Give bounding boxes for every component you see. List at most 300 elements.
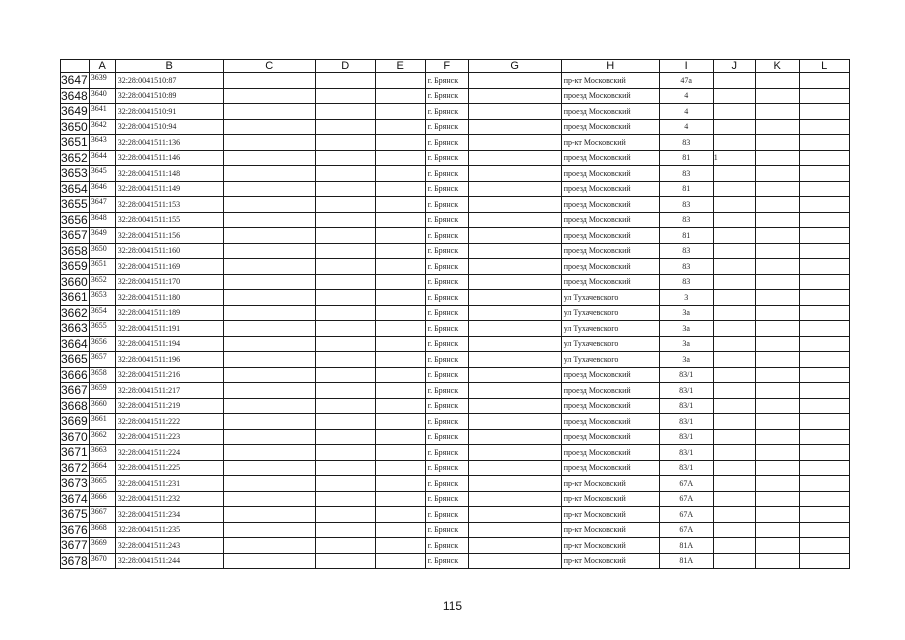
table-row — [61, 538, 850, 554]
cell-c — [223, 445, 315, 461]
cell-c — [223, 243, 315, 259]
cell-i: 83 — [659, 259, 713, 275]
cell-k — [755, 274, 799, 290]
cell-c — [223, 507, 315, 523]
table-row — [61, 367, 850, 383]
cell-l — [799, 522, 849, 538]
cell-d — [315, 445, 375, 461]
cell-h: ул Тухачевского — [561, 321, 659, 337]
cell-a: 3650 — [89, 243, 115, 259]
table-row — [61, 197, 850, 213]
table-row — [61, 414, 850, 430]
cell-f: г. Брянск — [425, 538, 468, 554]
cell-d — [315, 538, 375, 554]
cell-l — [799, 119, 849, 135]
row-number: 3665 — [61, 352, 88, 367]
cell-b: 32:28:0041511:232 — [115, 491, 223, 507]
row-number: 3650 — [61, 119, 88, 134]
cell-a: 3640 — [89, 88, 115, 104]
corner-cell — [61, 60, 90, 73]
cell-e — [375, 445, 425, 461]
cell-a: 3639 — [89, 73, 115, 89]
cell-h: пр-кт Московский — [561, 476, 659, 492]
cell-i: 83/1 — [659, 367, 713, 383]
column-header: A — [89, 60, 115, 73]
cell-h: проезд Московский — [561, 228, 659, 244]
cell-b: 32:28:0041511:196 — [115, 352, 223, 368]
cell-f: г. Брянск — [425, 290, 468, 306]
cell-f: г. Брянск — [425, 460, 468, 476]
cell-a: 3663 — [89, 445, 115, 461]
cell-d — [315, 352, 375, 368]
cell-f: г. Брянск — [425, 243, 468, 259]
cell-i: 83/1 — [659, 460, 713, 476]
column-header: B — [115, 60, 223, 73]
cell-i: 67А — [659, 476, 713, 492]
cell-d — [315, 553, 375, 569]
cell-j — [713, 290, 755, 306]
cell-c — [223, 73, 315, 89]
cell-i: 3а — [659, 305, 713, 321]
table-row — [61, 336, 850, 352]
cell-k — [755, 336, 799, 352]
cell-j — [713, 398, 755, 414]
row-number: 3661 — [61, 290, 88, 305]
cell-e — [375, 150, 425, 166]
cell-j: 1 — [713, 150, 755, 166]
cell-e — [375, 336, 425, 352]
cell-a: 3668 — [89, 522, 115, 538]
cell-e — [375, 290, 425, 306]
cell-d — [315, 88, 375, 104]
cell-l — [799, 398, 849, 414]
cell-h: проезд Московский — [561, 119, 659, 135]
cell-l — [799, 274, 849, 290]
row-number: 3652 — [61, 150, 88, 165]
cell-b: 32:28:0041511:194 — [115, 336, 223, 352]
cell-c — [223, 119, 315, 135]
cell-e — [375, 259, 425, 275]
cell-i: 83/1 — [659, 429, 713, 445]
cell-l — [799, 507, 849, 523]
table-row — [61, 88, 850, 104]
cell-k — [755, 460, 799, 476]
cell-b: 32:28:0041510:91 — [115, 104, 223, 120]
cell-a: 3646 — [89, 181, 115, 197]
cell-i: 83 — [659, 166, 713, 182]
cell-h: пр-кт Московский — [561, 522, 659, 538]
cell-g — [468, 166, 561, 182]
cell-g — [468, 321, 561, 337]
cell-h: проезд Московский — [561, 88, 659, 104]
table-row — [61, 274, 850, 290]
table-body — [61, 73, 850, 569]
cell-h: проезд Московский — [561, 414, 659, 430]
cell-a: 3641 — [89, 104, 115, 120]
cell-c — [223, 352, 315, 368]
cell-k — [755, 398, 799, 414]
row-number: 3676 — [61, 522, 88, 537]
cell-c — [223, 88, 315, 104]
cell-f: г. Брянск — [425, 383, 468, 399]
cell-l — [799, 166, 849, 182]
cell-e — [375, 507, 425, 523]
cell-e — [375, 398, 425, 414]
cell-e — [375, 212, 425, 228]
cell-b: 32:28:0041511:216 — [115, 367, 223, 383]
cell-i: 83/1 — [659, 398, 713, 414]
cell-f: г. Брянск — [425, 553, 468, 569]
cell-g — [468, 414, 561, 430]
cell-k — [755, 305, 799, 321]
cell-h: проезд Московский — [561, 367, 659, 383]
cell-h: проезд Московский — [561, 398, 659, 414]
row-number: 3656 — [61, 212, 88, 227]
row-number: 3653 — [61, 166, 88, 181]
cell-k — [755, 228, 799, 244]
cell-k — [755, 553, 799, 569]
cell-j — [713, 104, 755, 120]
cell-j — [713, 119, 755, 135]
cell-g — [468, 73, 561, 89]
cell-g — [468, 476, 561, 492]
cell-i: 81А — [659, 538, 713, 554]
cell-j — [713, 336, 755, 352]
cell-d — [315, 290, 375, 306]
table-row — [61, 259, 850, 275]
cell-a: 3655 — [89, 321, 115, 337]
cell-f: г. Брянск — [425, 476, 468, 492]
cell-l — [799, 445, 849, 461]
cell-l — [799, 352, 849, 368]
cell-l — [799, 476, 849, 492]
cell-d — [315, 119, 375, 135]
cell-l — [799, 429, 849, 445]
cell-l — [799, 197, 849, 213]
cell-i: 67А — [659, 522, 713, 538]
row-number: 3670 — [61, 429, 88, 444]
cell-h: проезд Московский — [561, 243, 659, 259]
table-row — [61, 150, 850, 166]
cell-h: пр-кт Московский — [561, 73, 659, 89]
cell-e — [375, 228, 425, 244]
cell-d — [315, 383, 375, 399]
table-row — [61, 522, 850, 538]
cell-k — [755, 445, 799, 461]
cell-l — [799, 228, 849, 244]
table-row — [61, 104, 850, 120]
cell-i: 83/1 — [659, 445, 713, 461]
cell-k — [755, 352, 799, 368]
cell-c — [223, 305, 315, 321]
cell-h: проезд Московский — [561, 460, 659, 476]
cell-l — [799, 150, 849, 166]
cell-i: 81А — [659, 553, 713, 569]
table-row — [61, 290, 850, 306]
cell-i: 4 — [659, 119, 713, 135]
cell-j — [713, 259, 755, 275]
cell-a: 3649 — [89, 228, 115, 244]
cell-i: 4 — [659, 104, 713, 120]
cell-g — [468, 259, 561, 275]
cell-c — [223, 259, 315, 275]
cell-b: 32:28:0041511:243 — [115, 538, 223, 554]
cell-g — [468, 507, 561, 523]
cell-i: 83/1 — [659, 383, 713, 399]
cell-i: 83 — [659, 243, 713, 259]
cell-j — [713, 135, 755, 151]
cell-d — [315, 336, 375, 352]
cell-a: 3653 — [89, 290, 115, 306]
cell-j — [713, 460, 755, 476]
column-header: K — [755, 60, 799, 73]
cell-j — [713, 274, 755, 290]
cell-b: 32:28:0041511:189 — [115, 305, 223, 321]
cell-h: ул Тухачевского — [561, 352, 659, 368]
table-row — [61, 166, 850, 182]
cell-d — [315, 414, 375, 430]
cell-h: проезд Московский — [561, 429, 659, 445]
cell-j — [713, 305, 755, 321]
cell-k — [755, 522, 799, 538]
row-number: 3648 — [61, 88, 88, 103]
cell-j — [713, 538, 755, 554]
row-number: 3662 — [61, 305, 88, 320]
cell-e — [375, 383, 425, 399]
cell-i: 83 — [659, 212, 713, 228]
cell-h: проезд Московский — [561, 383, 659, 399]
cell-i: 3 — [659, 290, 713, 306]
cell-h: проезд Московский — [561, 274, 659, 290]
cell-h: пр-кт Московский — [561, 135, 659, 151]
row-number: 3671 — [61, 445, 88, 460]
cell-k — [755, 429, 799, 445]
cell-g — [468, 88, 561, 104]
cell-e — [375, 538, 425, 554]
cell-a: 3644 — [89, 150, 115, 166]
cell-g — [468, 197, 561, 213]
cell-d — [315, 476, 375, 492]
row-number: 3664 — [61, 336, 88, 351]
cell-j — [713, 197, 755, 213]
cell-b: 32:28:0041511:244 — [115, 553, 223, 569]
cell-d — [315, 491, 375, 507]
cell-d — [315, 73, 375, 89]
cell-c — [223, 290, 315, 306]
cell-e — [375, 476, 425, 492]
cell-f: г. Брянск — [425, 367, 468, 383]
cell-c — [223, 522, 315, 538]
cell-h: проезд Московский — [561, 104, 659, 120]
table-row — [61, 212, 850, 228]
cell-l — [799, 538, 849, 554]
cell-e — [375, 73, 425, 89]
cell-g — [468, 181, 561, 197]
row-number: 3677 — [61, 538, 88, 553]
cell-j — [713, 181, 755, 197]
cell-b: 32:28:0041510:89 — [115, 88, 223, 104]
cell-j — [713, 507, 755, 523]
row-number: 3651 — [61, 135, 88, 150]
cell-a: 3662 — [89, 429, 115, 445]
cell-h: ул Тухачевского — [561, 290, 659, 306]
cell-k — [755, 181, 799, 197]
cell-a: 3642 — [89, 119, 115, 135]
cell-d — [315, 367, 375, 383]
cell-h: проезд Московский — [561, 181, 659, 197]
cell-g — [468, 212, 561, 228]
cell-a: 3670 — [89, 553, 115, 569]
column-header: L — [799, 60, 849, 73]
page-number: 115 — [442, 599, 463, 613]
cell-g — [468, 104, 561, 120]
cell-j — [713, 522, 755, 538]
cell-e — [375, 460, 425, 476]
cell-a: 3652 — [89, 274, 115, 290]
column-header: C — [223, 60, 315, 73]
cell-b: 32:28:0041511:170 — [115, 274, 223, 290]
cell-b: 32:28:0041511:217 — [115, 383, 223, 399]
cell-f: г. Брянск — [425, 491, 468, 507]
cell-k — [755, 197, 799, 213]
cell-e — [375, 135, 425, 151]
cell-a: 3651 — [89, 259, 115, 275]
cell-d — [315, 228, 375, 244]
table-row — [61, 305, 850, 321]
row-number: 3672 — [61, 460, 88, 475]
cell-b: 32:28:0041511:235 — [115, 522, 223, 538]
cell-a: 3648 — [89, 212, 115, 228]
column-header: F — [425, 60, 468, 73]
cell-g — [468, 228, 561, 244]
cell-k — [755, 88, 799, 104]
cell-l — [799, 181, 849, 197]
table-row — [61, 181, 850, 197]
row-number: 3654 — [61, 181, 88, 196]
cell-e — [375, 119, 425, 135]
cell-g — [468, 336, 561, 352]
cell-k — [755, 104, 799, 120]
cell-e — [375, 274, 425, 290]
cell-f: г. Брянск — [425, 135, 468, 151]
cell-e — [375, 197, 425, 213]
cell-i: 81 — [659, 228, 713, 244]
cell-c — [223, 150, 315, 166]
cell-k — [755, 414, 799, 430]
cell-k — [755, 367, 799, 383]
cell-c — [223, 460, 315, 476]
cell-g — [468, 445, 561, 461]
cell-d — [315, 135, 375, 151]
cell-i: 3а — [659, 352, 713, 368]
cell-c — [223, 181, 315, 197]
cell-f: г. Брянск — [425, 305, 468, 321]
cell-c — [223, 398, 315, 414]
cell-e — [375, 414, 425, 430]
cell-i: 3а — [659, 336, 713, 352]
cell-f: г. Брянск — [425, 259, 468, 275]
cell-k — [755, 507, 799, 523]
cell-a: 3647 — [89, 197, 115, 213]
row-number: 3657 — [61, 228, 88, 243]
cell-f: г. Брянск — [425, 321, 468, 337]
cell-c — [223, 212, 315, 228]
cell-d — [315, 150, 375, 166]
cell-i: 47а — [659, 73, 713, 89]
cell-c — [223, 321, 315, 337]
row-number: 3669 — [61, 414, 88, 429]
cell-i: 3а — [659, 321, 713, 337]
cell-h: ул Тухачевского — [561, 336, 659, 352]
cell-i: 83 — [659, 274, 713, 290]
cell-d — [315, 166, 375, 182]
table-row — [61, 228, 850, 244]
row-number: 3673 — [61, 476, 88, 491]
cell-e — [375, 166, 425, 182]
cell-g — [468, 290, 561, 306]
cell-k — [755, 290, 799, 306]
cell-c — [223, 104, 315, 120]
row-number: 3667 — [61, 383, 88, 398]
cell-k — [755, 119, 799, 135]
cell-l — [799, 383, 849, 399]
cell-j — [713, 445, 755, 461]
cell-k — [755, 243, 799, 259]
cell-b: 32:28:0041510:94 — [115, 119, 223, 135]
column-header: H — [561, 60, 659, 73]
cell-c — [223, 336, 315, 352]
cell-d — [315, 398, 375, 414]
cell-f: г. Брянск — [425, 398, 468, 414]
cell-j — [713, 476, 755, 492]
row-number: 3668 — [61, 398, 88, 413]
cell-j — [713, 352, 755, 368]
cell-g — [468, 243, 561, 259]
cell-g — [468, 150, 561, 166]
cell-k — [755, 476, 799, 492]
cell-f: г. Брянск — [425, 507, 468, 523]
cell-j — [713, 383, 755, 399]
cell-d — [315, 507, 375, 523]
cell-g — [468, 538, 561, 554]
cell-b: 32:28:0041511:231 — [115, 476, 223, 492]
table-row — [61, 321, 850, 337]
cell-j — [713, 228, 755, 244]
row-number: 3675 — [61, 507, 88, 522]
cell-f: г. Брянск — [425, 166, 468, 182]
cell-c — [223, 538, 315, 554]
cell-i: 83 — [659, 135, 713, 151]
cell-j — [713, 212, 755, 228]
cell-a: 3645 — [89, 166, 115, 182]
cell-j — [713, 166, 755, 182]
cell-f: г. Брянск — [425, 88, 468, 104]
row-number: 3674 — [61, 491, 88, 506]
cell-f: г. Брянск — [425, 414, 468, 430]
row-number: 3660 — [61, 274, 88, 289]
cell-a: 3659 — [89, 383, 115, 399]
spreadsheet-page — [60, 59, 850, 569]
cell-d — [315, 522, 375, 538]
cell-j — [713, 367, 755, 383]
cell-b: 32:28:0041511:155 — [115, 212, 223, 228]
cell-j — [713, 321, 755, 337]
cell-g — [468, 119, 561, 135]
cell-d — [315, 274, 375, 290]
cell-f: г. Брянск — [425, 212, 468, 228]
cell-l — [799, 414, 849, 430]
cell-f: г. Брянск — [425, 104, 468, 120]
